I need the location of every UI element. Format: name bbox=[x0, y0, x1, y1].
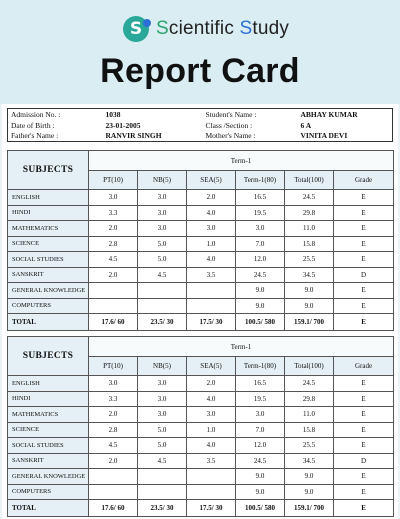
mark-cell: 3.0 bbox=[187, 407, 236, 423]
table-row bbox=[8, 221, 394, 237]
total-cell: E bbox=[334, 314, 394, 331]
mark-cell bbox=[89, 469, 138, 485]
brand-part-2: tudy bbox=[252, 18, 290, 39]
student-info bbox=[7, 108, 393, 142]
mark-cell: 1.0 bbox=[187, 236, 236, 252]
column-header: Grade bbox=[334, 171, 394, 190]
subject-name: SOCIAL STUDIES bbox=[8, 252, 89, 268]
mark-cell: 25.5 bbox=[285, 252, 334, 268]
mark-cell: 7.0 bbox=[236, 422, 285, 438]
mark-cell: D bbox=[334, 453, 394, 469]
subject-name: SCIENCE bbox=[8, 236, 89, 252]
mark-cell: 24.5 bbox=[285, 376, 334, 392]
subject-name: ENGLISH bbox=[8, 190, 89, 206]
mark-cell: E bbox=[334, 484, 394, 500]
mark-cell: 3.0 bbox=[89, 376, 138, 392]
subject-name: MATHEMATICS bbox=[8, 407, 89, 423]
mark-cell: 3.0 bbox=[138, 221, 187, 237]
mark-cell: 5.0 bbox=[138, 252, 187, 268]
table-row bbox=[8, 422, 394, 438]
mark-cell bbox=[138, 484, 187, 500]
table-row bbox=[8, 205, 394, 221]
header bbox=[0, 0, 400, 104]
father-label: Father's Name : bbox=[11, 131, 59, 141]
mark-cell: 24.5 bbox=[236, 453, 285, 469]
brand-name bbox=[156, 18, 289, 40]
marks-table bbox=[7, 336, 394, 517]
mark-cell: 29.8 bbox=[285, 205, 334, 221]
column-header: PT(10) bbox=[89, 357, 138, 376]
table-row bbox=[8, 391, 394, 407]
mark-cell: 5.0 bbox=[138, 236, 187, 252]
mark-cell: 19.5 bbox=[236, 391, 285, 407]
mark-cell: 5.0 bbox=[138, 438, 187, 454]
subject-name: HINDI bbox=[8, 205, 89, 221]
mark-cell: 4.5 bbox=[138, 267, 187, 283]
column-header: NB(5) bbox=[138, 357, 187, 376]
mark-cell: E bbox=[334, 438, 394, 454]
mark-cell: 4.0 bbox=[187, 391, 236, 407]
column-header: PT(10) bbox=[89, 171, 138, 190]
mark-cell: E bbox=[334, 190, 394, 206]
total-row bbox=[8, 314, 394, 331]
mark-cell: 3.0 bbox=[138, 205, 187, 221]
mark-cell: 3.0 bbox=[89, 190, 138, 206]
total-cell: E bbox=[334, 500, 394, 517]
mark-cell: 12.0 bbox=[236, 438, 285, 454]
mark-cell: 19.5 bbox=[236, 205, 285, 221]
total-label: TOTAL bbox=[8, 314, 89, 331]
total-cell: 159.1/ 700 bbox=[285, 500, 334, 517]
term-header: Term-1 bbox=[89, 337, 394, 357]
subject-name: SCIENCE bbox=[8, 422, 89, 438]
total-cell: 100.5/ 580 bbox=[236, 314, 285, 331]
mark-cell: E bbox=[334, 283, 394, 299]
total-label: TOTAL bbox=[8, 500, 89, 517]
mark-cell: 7.0 bbox=[236, 236, 285, 252]
brand-letter-1: S bbox=[156, 18, 169, 39]
mark-cell: 3.5 bbox=[187, 453, 236, 469]
mark-cell: 2.8 bbox=[89, 422, 138, 438]
mark-cell: 24.5 bbox=[236, 267, 285, 283]
table-row bbox=[8, 438, 394, 454]
mark-cell: 4.0 bbox=[187, 205, 236, 221]
mark-cell: 16.5 bbox=[236, 190, 285, 206]
mark-cell: 9.0 bbox=[236, 469, 285, 485]
mark-cell: 3.0 bbox=[187, 221, 236, 237]
mark-cell: 4.5 bbox=[89, 252, 138, 268]
table-row bbox=[8, 267, 394, 283]
mark-cell: 4.5 bbox=[138, 453, 187, 469]
mark-cell: 9.0 bbox=[285, 469, 334, 485]
mark-cell: 9.0 bbox=[285, 283, 334, 299]
column-header: Term-1(80) bbox=[236, 357, 285, 376]
dob-label: Date of Birth : bbox=[11, 120, 55, 130]
mark-cell bbox=[89, 484, 138, 500]
brand-part-1: cientific bbox=[168, 18, 240, 39]
mark-cell: 3.3 bbox=[89, 391, 138, 407]
table-row bbox=[8, 376, 394, 392]
mark-cell: 15.8 bbox=[285, 236, 334, 252]
mark-cell: 12.0 bbox=[236, 252, 285, 268]
mark-cell: 1.0 bbox=[187, 422, 236, 438]
mark-cell: 2.0 bbox=[187, 376, 236, 392]
table-row bbox=[8, 236, 394, 252]
mark-cell: 25.5 bbox=[285, 438, 334, 454]
table-row bbox=[8, 484, 394, 500]
column-header: NB(5) bbox=[138, 171, 187, 190]
total-cell: 159.1/ 700 bbox=[285, 314, 334, 331]
mark-cell bbox=[187, 298, 236, 314]
mark-cell: 2.0 bbox=[89, 407, 138, 423]
subject-name: COMPUTERS bbox=[8, 484, 89, 500]
dob-value: 23-01-2005 bbox=[105, 120, 141, 130]
mark-cell bbox=[89, 283, 138, 299]
mark-cell: 29.8 bbox=[285, 391, 334, 407]
mark-cell: 9.0 bbox=[285, 484, 334, 500]
brand-letter-2: S bbox=[239, 18, 253, 39]
mark-cell: E bbox=[334, 391, 394, 407]
page-title: Report Card bbox=[100, 52, 300, 90]
subject-name: GENERAL KNOWLEDGE bbox=[8, 283, 89, 299]
mark-cell: 9.0 bbox=[236, 298, 285, 314]
table-row bbox=[8, 407, 394, 423]
mark-cell: 9.0 bbox=[285, 298, 334, 314]
column-header: SEA(5) bbox=[187, 171, 236, 190]
mark-cell: 4.5 bbox=[89, 438, 138, 454]
mark-cell: 5.0 bbox=[138, 422, 187, 438]
total-cell: 17.6/ 60 bbox=[89, 500, 138, 517]
subject-name: SANSKRIT bbox=[8, 453, 89, 469]
total-cell: 23.5/ 30 bbox=[138, 500, 187, 517]
mark-cell bbox=[187, 484, 236, 500]
logo-icon bbox=[123, 16, 149, 42]
mark-cell: 2.8 bbox=[89, 236, 138, 252]
mark-cell: 3.0 bbox=[138, 376, 187, 392]
subject-name: COMPUTERS bbox=[8, 298, 89, 314]
mark-cell: 3.0 bbox=[138, 190, 187, 206]
subject-name: ENGLISH bbox=[8, 376, 89, 392]
class-label: Class /Section : bbox=[205, 120, 253, 130]
mark-cell: 3.3 bbox=[89, 205, 138, 221]
mark-cell bbox=[187, 469, 236, 485]
mark-cell: 3.0 bbox=[236, 407, 285, 423]
table-row bbox=[8, 190, 394, 206]
student-name-value: ABHAY KUMAR bbox=[300, 109, 358, 119]
mark-cell: E bbox=[334, 252, 394, 268]
father-value: RANVIR SINGH bbox=[105, 131, 162, 141]
table-row bbox=[8, 298, 394, 314]
mark-cell: 2.0 bbox=[89, 221, 138, 237]
brand-logo bbox=[123, 14, 289, 44]
mark-cell: 9.0 bbox=[236, 283, 285, 299]
total-cell: 17.6/ 60 bbox=[89, 314, 138, 331]
subject-name: SANSKRIT bbox=[8, 267, 89, 283]
mark-cell bbox=[138, 283, 187, 299]
student-name-label: Student's Name : bbox=[205, 109, 257, 119]
term-header: Term-1 bbox=[89, 151, 394, 171]
table-row bbox=[8, 252, 394, 268]
total-cell: 17.5/ 30 bbox=[187, 314, 236, 331]
mark-cell: E bbox=[334, 298, 394, 314]
subject-name: HINDI bbox=[8, 391, 89, 407]
subject-name: SOCIAL STUDIES bbox=[8, 438, 89, 454]
admission-value: 1038 bbox=[105, 109, 121, 119]
total-cell: 100.5/ 580 bbox=[236, 500, 285, 517]
mark-cell: 3.5 bbox=[187, 267, 236, 283]
column-header: Total(100) bbox=[285, 357, 334, 376]
mark-cell bbox=[138, 469, 187, 485]
total-cell: 17.5/ 30 bbox=[187, 500, 236, 517]
mark-cell: 11.0 bbox=[285, 221, 334, 237]
subject-name: GENERAL KNOWLEDGE bbox=[8, 469, 89, 485]
mark-cell: E bbox=[334, 376, 394, 392]
column-header: Term-1(80) bbox=[236, 171, 285, 190]
mother-label: Mother's Name : bbox=[205, 131, 256, 141]
mark-cell: 2.0 bbox=[89, 453, 138, 469]
mark-cell: 2.0 bbox=[89, 267, 138, 283]
class-value: 6 A bbox=[300, 120, 312, 130]
mark-cell: 4.0 bbox=[187, 438, 236, 454]
mark-cell: 11.0 bbox=[285, 407, 334, 423]
total-row bbox=[8, 500, 394, 517]
column-header: Grade bbox=[334, 357, 394, 376]
mark-cell: E bbox=[334, 422, 394, 438]
mark-cell bbox=[187, 283, 236, 299]
mother-value: VINITA DEVI bbox=[300, 131, 348, 141]
mark-cell: 3.0 bbox=[138, 407, 187, 423]
mark-cell: E bbox=[334, 205, 394, 221]
subjects-header: SUBJECTS bbox=[8, 151, 89, 190]
admission-label: Admission No. : bbox=[11, 109, 61, 119]
mark-cell: 3.0 bbox=[138, 391, 187, 407]
mark-cell: D bbox=[334, 267, 394, 283]
mark-cell: E bbox=[334, 469, 394, 485]
column-header: SEA(5) bbox=[187, 357, 236, 376]
mark-cell: E bbox=[334, 407, 394, 423]
mark-cell: 34.5 bbox=[285, 267, 334, 283]
table-row bbox=[8, 283, 394, 299]
mark-cell: 16.5 bbox=[236, 376, 285, 392]
mark-cell: 15.8 bbox=[285, 422, 334, 438]
mark-cell: E bbox=[334, 236, 394, 252]
subject-name: MATHEMATICS bbox=[8, 221, 89, 237]
mark-cell: 2.0 bbox=[187, 190, 236, 206]
mark-cell: E bbox=[334, 221, 394, 237]
table-row bbox=[8, 469, 394, 485]
marks-table bbox=[7, 150, 394, 331]
mark-cell: 4.0 bbox=[187, 252, 236, 268]
mark-cell: 9.0 bbox=[236, 484, 285, 500]
table-row bbox=[8, 453, 394, 469]
subjects-header: SUBJECTS bbox=[8, 337, 89, 376]
total-cell: 23.5/ 30 bbox=[138, 314, 187, 331]
mark-cell bbox=[89, 298, 138, 314]
mark-cell: 3.0 bbox=[236, 221, 285, 237]
mark-cell: 24.5 bbox=[285, 190, 334, 206]
logo-icon-letter: S bbox=[129, 19, 143, 39]
mark-cell bbox=[138, 298, 187, 314]
column-header: Total(100) bbox=[285, 171, 334, 190]
mark-cell: 34.5 bbox=[285, 453, 334, 469]
